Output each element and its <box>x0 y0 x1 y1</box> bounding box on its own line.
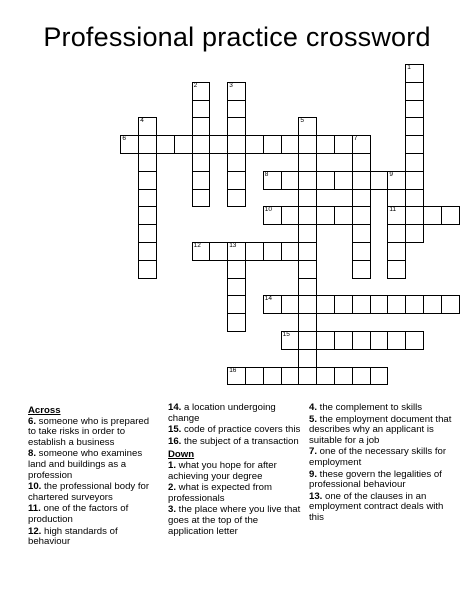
grid-cell[interactable] <box>405 206 424 225</box>
grid-cell[interactable] <box>174 135 193 154</box>
clue-number: 14 <box>264 295 273 303</box>
grid-cell[interactable] <box>352 260 371 279</box>
grid-cell[interactable] <box>120 135 139 154</box>
clue-number: 4 <box>140 117 144 125</box>
grid-cell[interactable] <box>352 367 371 386</box>
grid-cell[interactable] <box>387 206 406 225</box>
grid-cell[interactable] <box>245 135 264 154</box>
grid-cell[interactable] <box>281 295 300 314</box>
grid-cell[interactable] <box>227 313 246 332</box>
clue-item <box>168 403 304 424</box>
clue-number: 13 <box>229 242 237 249</box>
grid-cell[interactable] <box>405 135 424 154</box>
grid-cell[interactable] <box>298 367 317 386</box>
grid-cell[interactable] <box>263 367 282 386</box>
clue-column-1 <box>28 403 158 549</box>
grid-cell[interactable] <box>352 135 371 154</box>
section-heading: Across <box>28 405 61 416</box>
clue-item-text: someone who is prepared to take risks in order to establish a business <box>28 415 150 448</box>
clue-item <box>168 461 304 482</box>
grid-cell[interactable] <box>387 242 406 261</box>
grid-cell[interactable] <box>192 82 211 101</box>
clue-number: 7 <box>353 135 358 143</box>
grid-cell[interactable] <box>405 100 424 119</box>
clue-item <box>168 483 304 504</box>
clue-item-text: the employment document that describes why an applicant is suitable for a job <box>309 413 452 446</box>
grid-cell[interactable] <box>298 278 317 297</box>
grid-cell[interactable] <box>227 100 246 119</box>
grid-cell[interactable] <box>316 171 335 190</box>
clue-item-number: 15. <box>168 424 182 436</box>
grid-cell[interactable] <box>192 153 211 172</box>
clue-item-text: one of the necessary skills for employment <box>309 446 447 468</box>
clue-item-number: 5. <box>309 413 318 425</box>
grid-cell[interactable] <box>387 189 406 208</box>
grid-cell[interactable] <box>281 331 300 350</box>
clue-item-text: one of the clauses in an employment contract deals with this <box>309 490 444 523</box>
grid-cell[interactable] <box>387 295 406 314</box>
grid-cell[interactable] <box>263 135 282 154</box>
clue-number: 16 <box>229 366 237 374</box>
clue-item-number: 16. <box>168 435 182 447</box>
clue-item-text: the place where you live that goes at the top of the application letter <box>168 504 301 537</box>
grid-cell[interactable] <box>138 189 157 208</box>
grid-cell[interactable] <box>334 331 353 350</box>
grid-cell[interactable] <box>352 153 371 172</box>
grid-cell[interactable] <box>370 171 389 190</box>
grid-cell[interactable] <box>352 171 371 190</box>
grid-cell[interactable] <box>405 224 424 243</box>
grid-cell[interactable] <box>281 367 300 386</box>
clue-number: 15 <box>282 331 290 338</box>
clue-item <box>309 403 459 414</box>
clue-number: 5 <box>300 117 305 125</box>
grid-cell[interactable] <box>352 295 371 314</box>
grid-cell[interactable] <box>298 349 317 368</box>
grid-cell[interactable] <box>263 295 282 314</box>
grid-cell[interactable] <box>245 242 264 261</box>
clue-number: 1 <box>407 64 411 71</box>
grid-cell[interactable] <box>263 206 282 225</box>
grid-cell[interactable] <box>441 206 460 225</box>
clue-item <box>168 505 304 537</box>
clue-item <box>28 417 158 449</box>
grid-cell[interactable] <box>352 242 371 261</box>
grid-cell[interactable] <box>192 189 211 208</box>
clue-item <box>309 470 459 491</box>
clue-item-text: these govern the legalities of professional behaviour <box>309 468 442 491</box>
grid-cell[interactable] <box>316 135 335 154</box>
clue-item-number: 1. <box>168 459 177 471</box>
grid-cell[interactable] <box>227 367 246 386</box>
grid-cell[interactable] <box>227 189 246 208</box>
clue-item-number: 13. <box>309 490 323 502</box>
grid-cell[interactable] <box>352 189 371 208</box>
grid-cell[interactable] <box>370 295 389 314</box>
grid-cell[interactable] <box>298 135 317 154</box>
grid-cell[interactable] <box>192 171 211 190</box>
clue-item-text: code of practice covers this <box>181 424 301 436</box>
grid-cell[interactable] <box>156 135 175 154</box>
grid-cell[interactable] <box>316 367 335 386</box>
grid-cell[interactable] <box>281 206 300 225</box>
grid-cell[interactable] <box>227 260 246 279</box>
clue-item <box>28 449 158 481</box>
clue-item-text: the subject of a transaction <box>181 435 299 447</box>
grid-cell[interactable] <box>370 367 389 386</box>
clue-number: 8 <box>264 170 269 178</box>
grid-cell[interactable] <box>138 171 157 190</box>
clue-item <box>28 482 158 503</box>
grid-cell[interactable] <box>387 224 406 243</box>
clue-number: 2 <box>193 81 198 89</box>
grid-cell[interactable] <box>281 135 300 154</box>
grid-cell[interactable] <box>316 206 335 225</box>
grid-cell[interactable] <box>334 171 353 190</box>
grid-cell[interactable] <box>209 135 228 154</box>
grid-cell[interactable] <box>138 153 157 172</box>
clue-item-number: 6. <box>28 415 37 427</box>
clue-item-number: 4. <box>309 402 318 413</box>
clue-item-text: what is expected from professionals <box>168 482 272 504</box>
grid-cell[interactable] <box>352 331 371 350</box>
clue-item-number: 3. <box>168 504 177 516</box>
grid-cell[interactable] <box>423 206 442 225</box>
clue-item-text: the complement to skills <box>317 402 423 413</box>
clue-item-number: 9. <box>309 468 318 480</box>
grid-cell[interactable] <box>405 153 424 172</box>
grid-cell[interactable] <box>334 367 353 386</box>
grid-cell[interactable] <box>263 171 282 190</box>
grid-cell[interactable] <box>227 171 246 190</box>
clue-item <box>28 527 158 548</box>
clue-item <box>168 437 304 448</box>
grid-cell[interactable] <box>227 82 246 101</box>
grid-cell[interactable] <box>387 331 406 350</box>
grid-cell[interactable] <box>423 295 442 314</box>
grid-cell[interactable] <box>138 206 157 225</box>
grid-cell[interactable] <box>298 242 317 261</box>
grid-cell[interactable] <box>209 242 228 261</box>
grid-cell[interactable] <box>405 82 424 101</box>
grid-cell[interactable] <box>405 117 424 136</box>
grid-cell[interactable] <box>298 260 317 279</box>
grid-cell[interactable] <box>405 171 424 190</box>
grid-cell[interactable] <box>316 295 335 314</box>
grid-cell[interactable] <box>227 242 246 261</box>
clue-item <box>309 447 459 468</box>
grid-cell[interactable] <box>298 313 317 332</box>
page-title: Professional practice crossword <box>43 22 431 52</box>
clue-item-text: high standards of behaviour <box>28 525 118 548</box>
grid-cell[interactable] <box>138 242 157 261</box>
grid-cell[interactable] <box>227 117 246 136</box>
clue-item-number: 11. <box>28 503 41 515</box>
clue-item <box>309 415 459 447</box>
grid-cell[interactable] <box>405 64 424 83</box>
clue-item-number: 10. <box>28 481 42 493</box>
grid-cell[interactable] <box>298 295 317 314</box>
grid-cell[interactable] <box>227 135 246 154</box>
grid-cell[interactable] <box>334 295 353 314</box>
grid-cell[interactable] <box>405 295 424 314</box>
grid-cell[interactable] <box>405 189 424 208</box>
grid-cell[interactable] <box>387 260 406 279</box>
clue-number: 3 <box>229 81 233 89</box>
grid-cell[interactable] <box>387 171 406 190</box>
grid-cell[interactable] <box>352 206 371 225</box>
clue-item-text: what you hope for after achieving your degree <box>168 459 277 482</box>
clue-item <box>168 425 304 436</box>
clue-number: 12 <box>193 242 201 249</box>
grid-cell[interactable] <box>138 224 157 243</box>
grid-cell[interactable] <box>298 331 317 350</box>
grid-cell[interactable] <box>334 135 353 154</box>
clue-item-text: the professional body for chartered surveyors <box>28 481 150 503</box>
clue-item-text: someone who examines land and buildings as a profession <box>28 448 143 481</box>
grid-cell[interactable] <box>192 100 211 119</box>
grid-cell[interactable] <box>263 242 282 261</box>
grid-cell[interactable] <box>192 242 211 261</box>
clue-number: 10 <box>264 206 273 214</box>
grid-cell[interactable] <box>441 295 460 314</box>
grid-cell[interactable] <box>334 206 353 225</box>
grid-cell[interactable] <box>192 135 211 154</box>
grid-cell[interactable] <box>138 135 157 154</box>
clue-item-number: 2. <box>168 482 177 494</box>
grid-cell[interactable] <box>227 278 246 297</box>
grid-cell[interactable] <box>316 331 335 350</box>
clue-item <box>28 504 158 525</box>
clue-number: 9 <box>389 170 394 178</box>
clue-item-number: 7. <box>309 446 318 458</box>
grid-cell[interactable] <box>298 189 317 208</box>
grid-cell[interactable] <box>192 117 211 136</box>
grid-cell[interactable] <box>227 153 246 172</box>
grid-cell[interactable] <box>281 171 300 190</box>
grid-cell[interactable] <box>352 224 371 243</box>
grid-cell[interactable] <box>405 331 424 350</box>
grid-cell[interactable] <box>298 117 317 136</box>
clue-item-text: one of the factors of production <box>28 503 129 525</box>
clue-column-3 <box>309 403 459 525</box>
clue-item-number: 14. <box>168 402 182 413</box>
grid-cell[interactable] <box>138 117 157 136</box>
clue-item-number: 12. <box>28 525 42 537</box>
grid-cell[interactable] <box>298 153 317 172</box>
grid-cell[interactable] <box>227 295 246 314</box>
grid-cell[interactable] <box>138 260 157 279</box>
grid-cell[interactable] <box>281 242 300 261</box>
grid-cell[interactable] <box>298 171 317 190</box>
clue-item-number: 8. <box>28 448 37 460</box>
grid-cell[interactable] <box>298 224 317 243</box>
clue-number: 6 <box>122 135 127 143</box>
clue-column-2 <box>168 403 304 538</box>
clue-item-text: a location undergoing change <box>168 402 276 424</box>
grid-cell[interactable] <box>298 206 317 225</box>
section-heading: Down <box>168 449 195 461</box>
grid-cell[interactable] <box>245 367 264 386</box>
grid-cell[interactable] <box>370 331 389 350</box>
clue-number: 11 <box>389 206 397 214</box>
clue-item <box>309 492 459 524</box>
